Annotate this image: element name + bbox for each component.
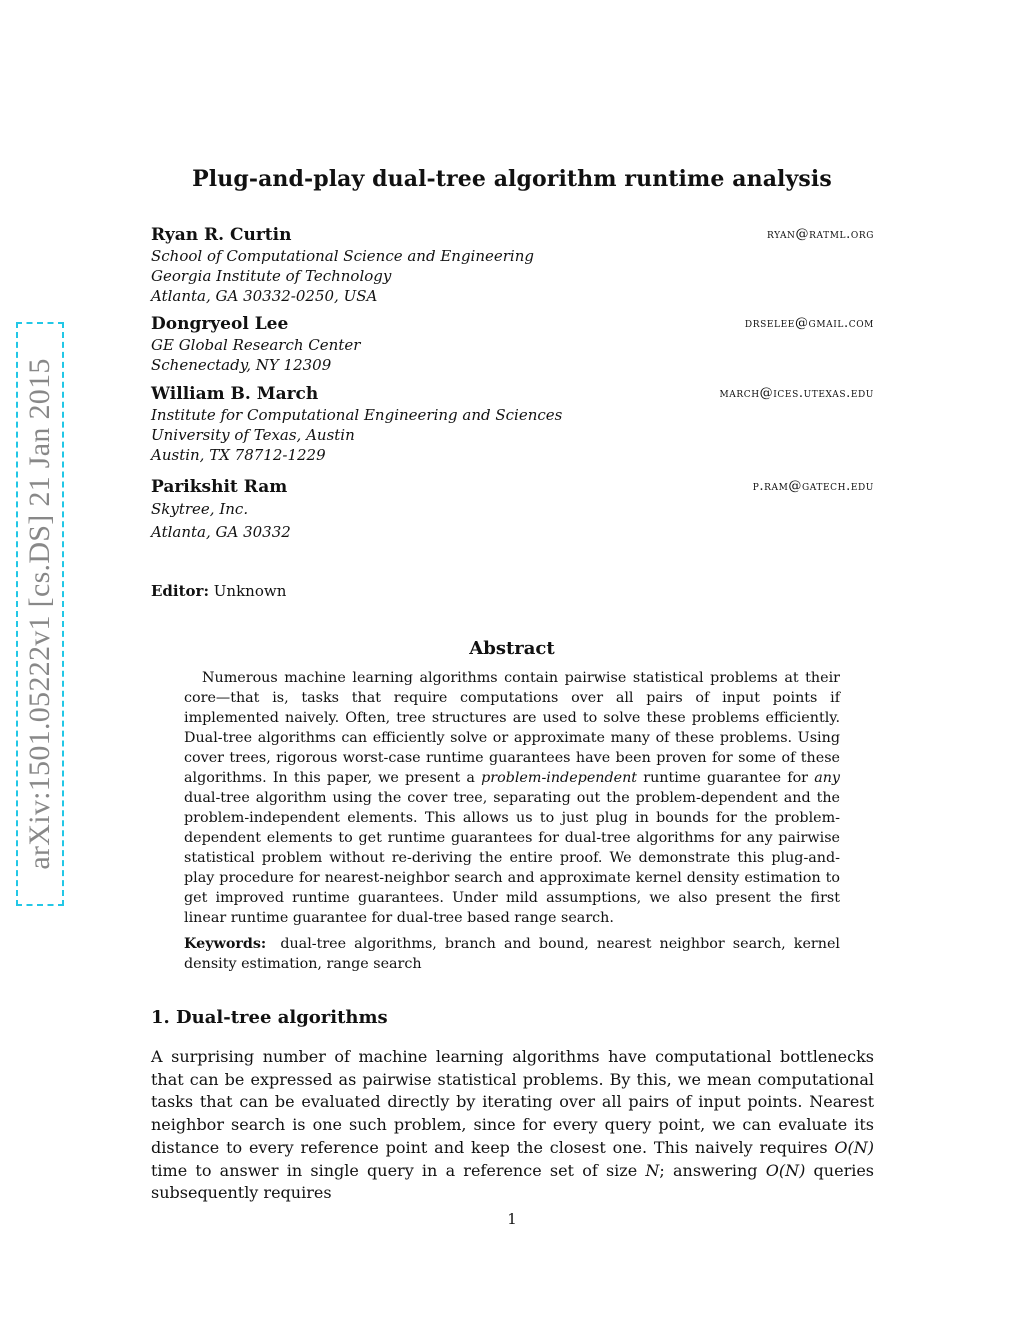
- editor-label: Editor:: [151, 582, 209, 600]
- abstract-part: runtime guarantee for: [637, 770, 815, 786]
- author-email: ryan@ratml.org: [767, 227, 874, 242]
- author-email: march@ices.utexas.edu: [719, 386, 874, 401]
- abstract-part: Numerous machine learning algorithms contain pairwise statistical problems at their core—that is, tasks that require computations over all pairs of input points if implemented naively. Often, tree structures are used to solve these problems efficiently. Dual-tree algorithms can efficiently solve or approximate many of these problems. Using cover trees, rigorous worst-case runtime guarantees have been proven for some of these algorithms. In this paper, we present a: [184, 670, 840, 786]
- body-text-part: time to answer in single query in a reference set of size: [151, 1160, 646, 1180]
- keywords: [184, 934, 840, 974]
- editor-value: Unknown: [213, 582, 287, 600]
- author-email: p.ram@gatech.edu: [752, 479, 874, 494]
- author-affiliation-line: Skytree, Inc.: [151, 500, 249, 518]
- body-text-part: queries subsequently requires: [151, 1160, 875, 1203]
- author-email: drselee@gmail.com: [744, 316, 874, 331]
- author-affiliation-line: Austin, TX 78712-1229: [151, 446, 326, 464]
- author-entry: [151, 476, 874, 544]
- author-name: Ryan R. Curtin: [151, 225, 292, 245]
- author-name: Dongryeol Lee: [151, 314, 289, 334]
- author-affiliation-line: Schenectady, NY 12309: [151, 356, 332, 374]
- author-affiliation-line: Atlanta, GA 30332-0250, USA: [151, 287, 378, 305]
- math-expression: O(N): [834, 1137, 874, 1157]
- section-heading: 1. Dual-tree algorithms: [151, 1007, 388, 1028]
- abstract-emphasis: any: [814, 770, 840, 786]
- paper-title: Plug-and-play dual-tree algorithm runtime analysis: [192, 166, 832, 192]
- keywords-label: Keywords:: [184, 936, 267, 952]
- abstract-heading: Abstract: [469, 638, 555, 659]
- arxiv-stamp: arXiv:1501.05222v1 [cs.DS] 21 Jan 2015: [23, 358, 56, 870]
- math-expression: O(N): [765, 1160, 806, 1180]
- author-affiliation-line: Georgia Institute of Technology: [151, 267, 392, 285]
- math-expression: N: [645, 1160, 660, 1180]
- editor-line: [151, 582, 286, 600]
- abstract-part: dual-tree algorithm using the cover tree, separating out the problem-dependent and the problem-independent elements. This allows us to just plug in bounds for the problem-dependent elements to get runtime guarantees for dual-tree algorithms for any pairwise statistical problem without re-deriving the entire proof. We demonstrate this plug-and-play procedure for nearest-neighbor search and approximate kernel density estimation to get improved runtime guarantees. Under mild assumptions, we also present the first linear runtime guarantee for dual-tree based range search.: [184, 790, 840, 926]
- body-text-part: ; answering: [659, 1160, 766, 1180]
- author-affiliation-line: School of Computational Science and Engineering: [151, 247, 534, 265]
- author-affiliation-line: Atlanta, GA 30332: [151, 523, 291, 541]
- author-entry: [151, 313, 874, 375]
- author-affiliation-line: GE Global Research Center: [151, 336, 361, 354]
- keywords-value: dual-tree algorithms, branch and bound, nearest neighbor search, kernel density estimation, range search: [184, 936, 840, 972]
- abstract-text: [184, 668, 840, 928]
- page-number: 1: [507, 1210, 517, 1228]
- abstract-emphasis: problem-independent: [481, 770, 638, 786]
- author-affiliation-line: University of Texas, Austin: [151, 426, 355, 444]
- author-name: William B. March: [151, 384, 319, 404]
- author-entry: [151, 224, 874, 306]
- author-affiliation-line: Institute for Computational Engineering and Sciences: [151, 406, 563, 424]
- section-body-text: [151, 1046, 874, 1205]
- body-text-part: A surprising number of machine learning algorithms have computational bottlenecks that can be expressed as pairwise statistical problems. By this, we mean computational tasks that can be evaluated directly by iterating over all pairs of input points. Nearest neighbor search is one such problem, since for every query point, we can evaluate its distance to every reference point and keep the closest one. This naively requires: [151, 1047, 874, 1157]
- author-entry: [151, 383, 874, 465]
- author-name: Parikshit Ram: [151, 477, 288, 497]
